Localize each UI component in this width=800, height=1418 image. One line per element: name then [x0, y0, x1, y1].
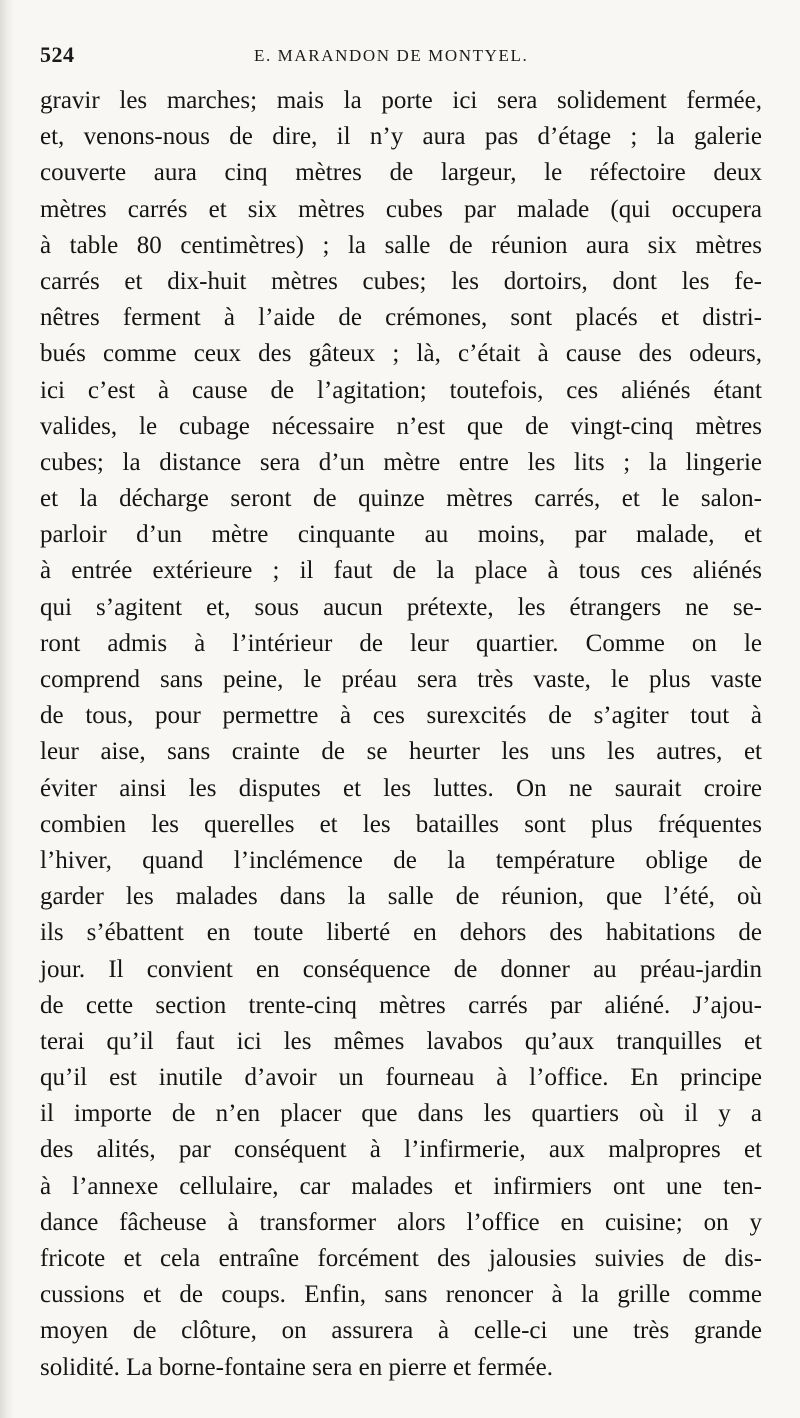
- text-line: de tous, pour permettre à ces surexcités de s’agiter tout à: [40, 702, 762, 730]
- text-line: cussions et de coups. Enfin, sans renoncer à la grille comme: [40, 1281, 762, 1309]
- text-line: solidité. La borne-fontaine sera en pierre et fermée.: [40, 1353, 553, 1381]
- text-line: gravir les marches; mais la porte ici sera solidement fermée,: [40, 87, 762, 114]
- text-line: moyen de clôture, on assurera à celle-ci une très grande: [40, 1317, 762, 1345]
- text-line: leur aise, sans crainte de se heurter les uns les autres, et: [40, 738, 762, 766]
- text-line: terai qu’il faut ici les mêmes lavabos qu’aux tranquilles et: [40, 1027, 762, 1055]
- text-line: ici c’est à cause de l’agitation; toutefois, ces aliénés étant: [40, 376, 762, 404]
- running-head: [40, 42, 760, 72]
- text-line: et la décharge seront de quinze mètres carrés, et le salon-: [40, 485, 762, 513]
- body-text: [40, 83, 762, 1386]
- text-line: ront admis à l’intérieur de leur quartier. Comme on le: [40, 629, 762, 657]
- text-line: parloir d’un mètre cinquante au moins, par malade, et: [40, 521, 762, 549]
- text-line: ils s’ébattent en toute liberté en dehors des habitations de: [40, 919, 762, 947]
- text-line: combien les querelles et les batailles sont plus fréquentes: [40, 810, 762, 838]
- text-line: mètres carrés et six mètres cubes par malade (qui occupera: [40, 195, 762, 223]
- text-line: fricote et cela entraîne forcément des jalousies suivies de dis-: [40, 1245, 762, 1272]
- text-line: bués comme ceux des gâteux ; là, c’était à cause des odeurs,: [40, 340, 762, 368]
- text-line: à entrée extérieure ; il faut de la place à tous ces aliénés: [40, 557, 762, 585]
- text-line: carrés et dix-huit mètres cubes; les dortoirs, dont les fe-: [40, 267, 762, 295]
- text-line: qu’il est inutile d’avoir un fourneau à l’office. En principe: [40, 1064, 762, 1092]
- text-line: comprend sans peine, le préau sera très vaste, le plus vaste: [40, 666, 762, 693]
- text-line: dance fâcheuse à transformer alors l’office en cuisine; on y: [40, 1208, 762, 1236]
- text-line: garder les malades dans la salle de réunion, que l’été, où: [40, 883, 762, 911]
- text-line: il importe de n’en placer que dans les quartiers où il y a: [40, 1100, 762, 1128]
- text-line: nêtres ferment à l’aide de crémones, sont placés et distri-: [40, 304, 762, 332]
- page-number: 524: [40, 42, 75, 67]
- text-line: cubes; la distance sera d’un mètre entre les lits ; la lingerie: [40, 448, 762, 476]
- text-line: valides, le cubage nécessaire n’est que de vingt-cinq mètres: [40, 412, 762, 440]
- text-line: éviter ainsi les disputes et les luttes. On ne saurait croire: [40, 774, 762, 802]
- text-line: de cette section trente-cinq mètres carrés par aliéné. J’ajou-: [40, 991, 762, 1019]
- text-line: jour. Il convient en conséquence de donner au préau-jardin: [40, 955, 762, 983]
- text-line: et, venons-nous de dire, il n’y aura pas d’étage ; la galerie: [40, 123, 762, 151]
- running-title: E. MARANDON DE MONTYEL.: [254, 46, 529, 65]
- text-line: à l’annexe cellulaire, car malades et infirmiers ont une ten-: [40, 1172, 762, 1200]
- text-line: à table 80 centimètres) ; la salle de réunion aura six mètres: [40, 231, 762, 259]
- text-line: qui s’agitent et, sous aucun prétexte, les étrangers ne se-: [40, 593, 762, 621]
- text-line: couverte aura cinq mètres de largeur, le réfectoire deux: [40, 159, 762, 187]
- text-line: des alités, par conséquent à l’infirmerie, aux malpropres et: [40, 1136, 762, 1164]
- page-gutter-shadow: [0, 0, 14, 1418]
- text-line: l’hiver, quand l’inclémence de la température oblige de: [40, 846, 762, 874]
